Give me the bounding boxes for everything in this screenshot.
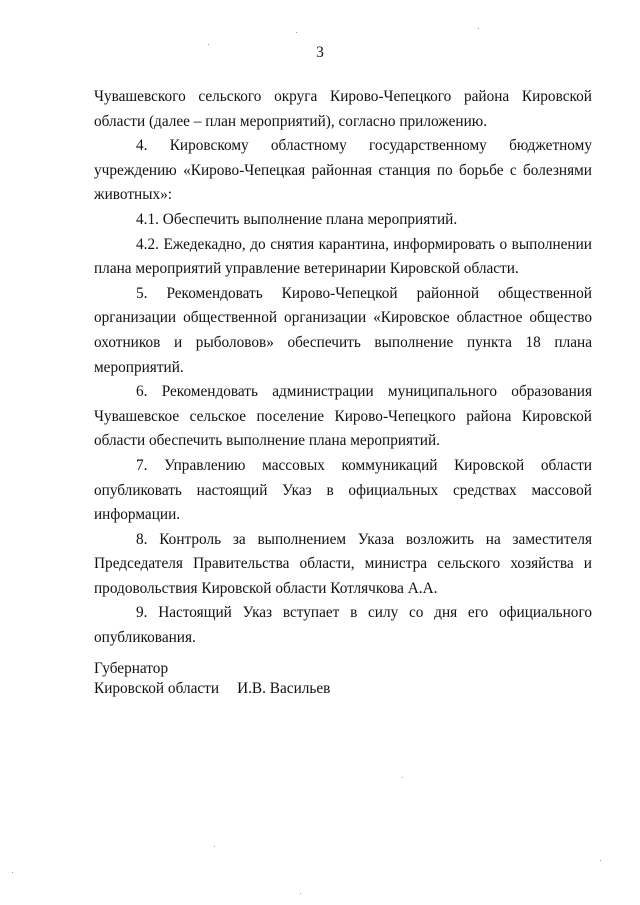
scan-speck bbox=[478, 28, 479, 29]
signatory-region: Кировской области bbox=[94, 680, 220, 697]
document-body bbox=[94, 85, 592, 651]
scan-speck bbox=[208, 44, 209, 45]
paragraph-item-4-1: 4.1. Обеспечить выполнение плана мероприятий. bbox=[136, 210, 458, 228]
page-number: 3 bbox=[316, 44, 324, 61]
signature-block bbox=[94, 659, 330, 699]
paragraph-item-7: 7. Управлению массовых коммуникаций Кировской области опубликовать настоящий Указ в официальных средствах массовой информации. bbox=[94, 456, 592, 524]
scan-speck bbox=[296, 32, 297, 33]
paragraph-item-4-2: 4.2. Ежедекадно, до снятия карантина, информировать о выполнении плана мероприятий управление ветеринарии Кировской области. bbox=[94, 235, 592, 278]
scan-speck bbox=[600, 860, 601, 861]
scan-speck bbox=[214, 846, 215, 847]
paragraph-continuation: Чувашевского сельского округа Кирово-Чепецкого района Кировской области (далее – план мероприятий), согласно приложению. bbox=[94, 88, 592, 130]
scan-speck bbox=[12, 872, 13, 873]
paragraph-item-8: 8. Контроль за выполнением Указа возложить на заместителя Председателя Правительства области, министра сельского хозяйства и продовольствия Кировской области Котлячкова А.А. bbox=[94, 530, 592, 597]
scan-speck bbox=[300, 893, 301, 894]
signatory-position-line2 bbox=[94, 679, 330, 699]
scan-speck bbox=[402, 777, 403, 778]
paragraph-item-4: 4. Кировскому областному государственному бюджетному учреждению «Кирово-Чепецкая районная станция по борьбе с болезнями животных»: bbox=[94, 137, 592, 204]
paragraph-item-5: 5. Рекомендовать Кирово-Чепецкой районной общественной организации общественной организации «Кировское областное общество охотников и рыболовов» обеспечить выполнение пункта 18 плана мероприятий. bbox=[94, 284, 592, 376]
paragraph-item-6: 6. Рекомендовать администрации муниципального образования Чувашевское сельское поселение Кирово-Чепецкого района Кировской области обеспечить выполнение плана мероприятий. bbox=[94, 383, 592, 450]
paragraph-item-9: 9. Настоящий Указ вступает в силу со дня его официального опубликования. bbox=[94, 604, 592, 647]
signatory-name: И.В. Васильев bbox=[237, 680, 331, 697]
signatory-position-line1: Губернатор bbox=[94, 660, 169, 677]
